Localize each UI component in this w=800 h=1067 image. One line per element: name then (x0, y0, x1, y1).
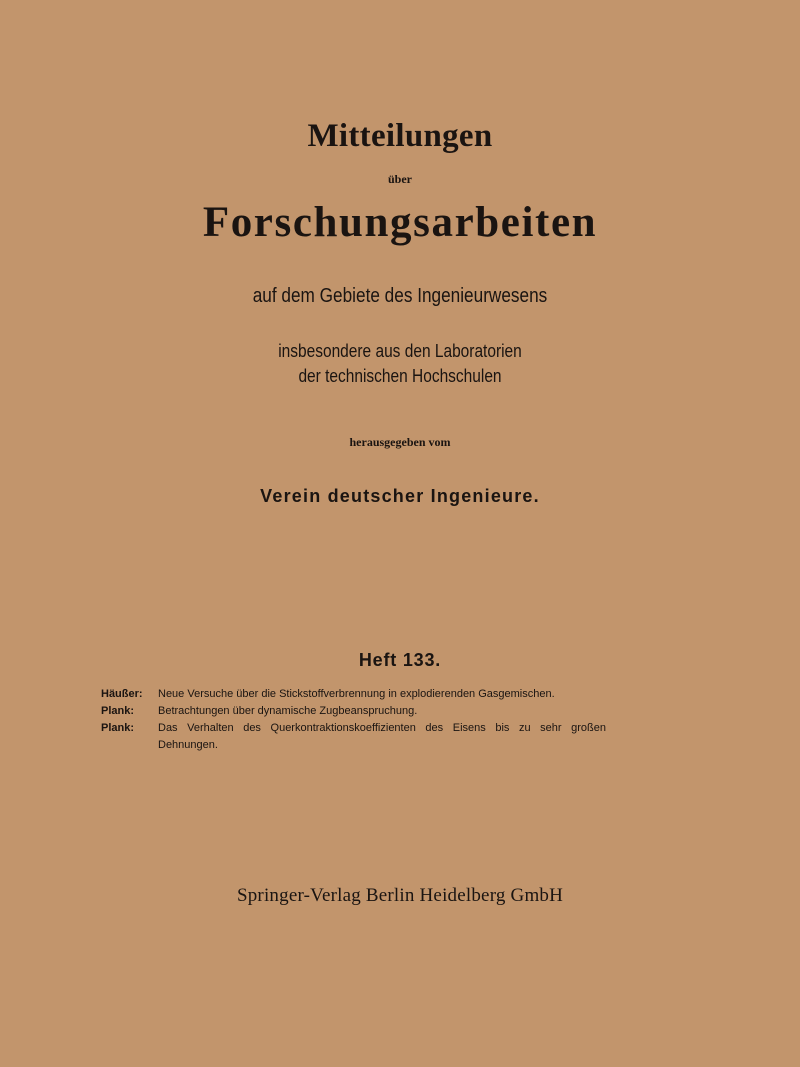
laboratory-line-2: der technischen Hochschulen (298, 366, 502, 386)
society-name: Verein deutscher Ingenieure. (260, 486, 540, 506)
contents-title-2: Betrachtungen über dynamische Zugbeanspruchung. (158, 705, 418, 717)
contents-author-2: Plank: (101, 705, 135, 717)
contents-entry-1 (101, 686, 606, 703)
laboratory-line-1: insbesondere aus den Laboratorien (278, 341, 522, 361)
title-line-1: Mitteilungen (307, 118, 493, 154)
title-line-2: Forschungsarbeiten (202, 199, 598, 246)
editor-intro: herausgegeben vom (349, 435, 451, 449)
contents-list (101, 686, 606, 754)
issue-number: Heft 133. (358, 650, 442, 670)
contents-author-1: Häußer: (101, 688, 143, 700)
contents-entry-2 (101, 703, 606, 720)
contents-author-3: Plank: (101, 722, 135, 734)
contents-title-3: Das Verhalten des Querkontraktionskoeffizienten des Eisens bis zu sehr großen Dehnungen. (158, 722, 606, 751)
subtitle: auf dem Gebiete des Ingenieurwesens (252, 285, 548, 307)
contents-entry-3 (101, 720, 606, 754)
publisher: Springer-Verlag Berlin Heidelberg GmbH (236, 885, 564, 906)
contents-title-1: Neue Versuche über die Stickstoffverbrennung in explodierenden Gasgemischen. (158, 688, 555, 700)
title-connector: über (388, 172, 412, 186)
